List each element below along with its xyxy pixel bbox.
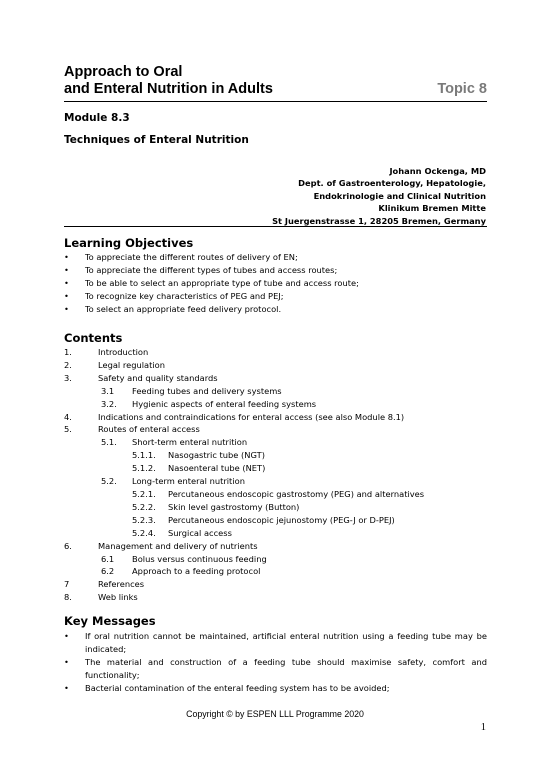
author-name: Johann Ockenga, MD bbox=[389, 166, 486, 176]
contents-item-number: 8. bbox=[64, 592, 72, 603]
header-title-line-2: and Enteral Nutrition in Adults bbox=[64, 81, 273, 97]
contents-item bbox=[64, 553, 487, 566]
contents-list bbox=[64, 346, 487, 604]
contents-item-label: Feeding tubes and delivery systems bbox=[132, 385, 282, 396]
author-rule bbox=[64, 226, 487, 227]
contents-item-number: 6.1 bbox=[101, 553, 115, 564]
author-hospital: Klinikum Bremen Mitte bbox=[378, 203, 486, 214]
objective-item: • To be able to select an appropriate type of tube and access route; bbox=[64, 277, 487, 290]
document-header bbox=[64, 64, 487, 98]
contents-item-number: 5.2. bbox=[101, 476, 117, 487]
key-message-item: • If oral nutrition cannot be maintained, artificial enteral nutrition using a feeding tube may be indicated; bbox=[64, 630, 487, 656]
author-dept-cont: Endokrinologie and Clinical Nutrition bbox=[313, 190, 486, 201]
contents-item bbox=[64, 488, 487, 501]
contents-item-number: 4. bbox=[64, 411, 72, 422]
contents-item-number: 6.2 bbox=[101, 566, 115, 577]
contents-item bbox=[64, 372, 487, 385]
contents-item bbox=[64, 436, 487, 449]
contents-item bbox=[64, 514, 487, 527]
contents-item-label: Skin level gastrostomy (Button) bbox=[168, 501, 300, 512]
contents-item-number: 7 bbox=[64, 579, 70, 590]
objective-item: • To appreciate the different routes of delivery of EN; bbox=[64, 251, 487, 264]
contents-item-label: Approach to a feeding protocol bbox=[132, 566, 261, 577]
contents-item-number: 3.1 bbox=[101, 385, 115, 396]
contents-item-label: Percutaneous endoscopic gastrostomy (PEG) and alternatives bbox=[168, 488, 425, 499]
contents-item-number: 5.1.1. bbox=[132, 450, 156, 461]
topic-label: Topic 8 bbox=[437, 81, 487, 97]
contents-item-number: 3.2. bbox=[101, 398, 117, 409]
contents-item-label: Percutaneous endoscopic jejunostomy (PEG-J or D-PEJ) bbox=[168, 514, 395, 525]
objective-item: • To select an appropriate feed delivery protocol. bbox=[64, 303, 487, 316]
contents-item-number: 5.2.3. bbox=[132, 514, 156, 525]
contents-item-number: 6. bbox=[64, 540, 72, 551]
contents-item bbox=[64, 398, 487, 411]
contents-item-number: 5.2.1. bbox=[132, 488, 156, 499]
contents-item bbox=[64, 591, 487, 604]
contents-item-label: Hygienic aspects of enteral feeding systems bbox=[132, 398, 317, 409]
contents-item bbox=[64, 527, 487, 540]
copyright-footer: Copyright © by ESPEN LLL Programme 2020 bbox=[186, 709, 364, 719]
contents-item-label: Legal regulation bbox=[98, 359, 166, 370]
module-title: Techniques of Enteral Nutrition bbox=[64, 134, 249, 146]
contents-item-label: Management and delivery of nutrients bbox=[98, 540, 258, 551]
contents-item-number: 5.2.4. bbox=[132, 527, 156, 538]
contents-item-number: 5.1.2. bbox=[132, 463, 156, 474]
header-rule bbox=[64, 101, 487, 102]
author-address: St Juergenstrasse 1, 28205 Bremen, Germany bbox=[272, 215, 486, 226]
contents-item-label: Long-term enteral nutrition bbox=[132, 476, 245, 487]
contents-item-number: 1. bbox=[64, 347, 72, 357]
contents-item-label: Surgical access bbox=[168, 527, 232, 538]
contents-item-number: 5.2.2. bbox=[132, 501, 156, 512]
contents-item-label: Routes of enteral access bbox=[98, 424, 200, 435]
key-message-item: • The material and construction of a feeding tube should maximise safety, comfort and functionality; bbox=[64, 656, 487, 682]
contents-item bbox=[64, 462, 487, 475]
contents-item bbox=[64, 359, 487, 372]
learning-objectives-list bbox=[64, 251, 487, 316]
contents-item-number: 5. bbox=[64, 424, 72, 435]
contents-item bbox=[64, 346, 487, 359]
key-message-item: • Bacterial contamination of the enteral feeding system has to be avoided; bbox=[64, 682, 487, 695]
objective-item: • To appreciate the different types of tubes and access routes; bbox=[64, 264, 487, 277]
contents-heading: Contents bbox=[64, 331, 123, 345]
author-dept: Dept. of Gastroenterology, Hepatologie, bbox=[298, 178, 486, 189]
contents-item-label: Indications and contraindications for enteral access (see also Module 8.1) bbox=[98, 411, 405, 422]
contents-item bbox=[64, 475, 487, 488]
contents-item bbox=[64, 565, 487, 578]
contents-item-label: Web links bbox=[98, 592, 138, 603]
contents-item-label: Short-term enteral nutrition bbox=[132, 437, 248, 448]
contents-item-label: References bbox=[98, 579, 145, 590]
objective-item: • To recognize key characteristics of PEG and PEJ; bbox=[64, 290, 487, 303]
contents-item-label: Nasoenteral tube (NET) bbox=[168, 463, 266, 474]
contents-item bbox=[64, 423, 487, 436]
contents-item bbox=[64, 578, 487, 591]
contents-item-label: Nasogastric tube (NGT) bbox=[168, 450, 265, 461]
contents-item-label: Safety and quality standards bbox=[98, 372, 218, 383]
page-number: 1 bbox=[480, 722, 486, 733]
contents-item-number: 5.1. bbox=[101, 437, 117, 448]
contents-item bbox=[64, 411, 487, 424]
author-block bbox=[186, 165, 486, 227]
learning-objectives-heading: Learning Objectives bbox=[64, 236, 194, 250]
header-title-line-1: Approach to Oral bbox=[64, 64, 183, 80]
contents-item-label: Bolus versus continuous feeding bbox=[132, 553, 267, 564]
key-messages-list bbox=[64, 630, 487, 695]
contents-item-number: 3. bbox=[64, 372, 72, 383]
contents-item-label: Introduction bbox=[98, 347, 149, 357]
contents-item-number: 2. bbox=[64, 359, 72, 370]
contents-item bbox=[64, 501, 487, 514]
module-number: Module 8.3 bbox=[64, 112, 130, 124]
contents-item bbox=[64, 540, 487, 553]
contents-item bbox=[64, 449, 487, 462]
key-messages-heading: Key Messages bbox=[64, 614, 156, 628]
contents-item bbox=[64, 385, 487, 398]
